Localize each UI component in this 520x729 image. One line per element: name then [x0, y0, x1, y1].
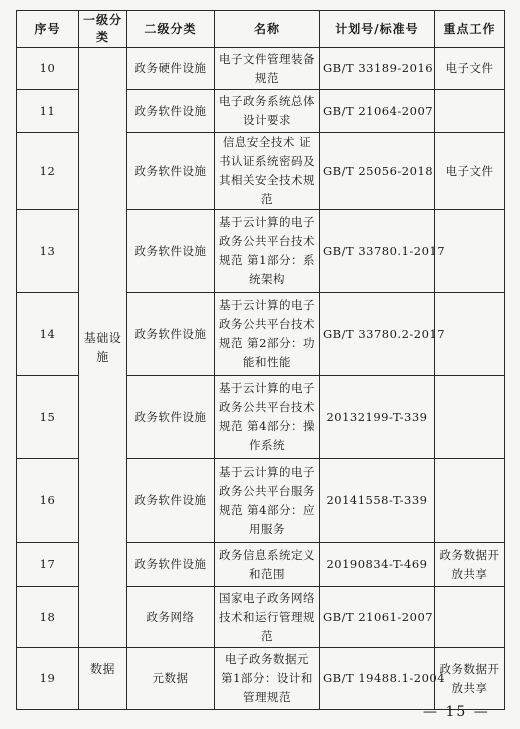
key-work: [435, 459, 505, 543]
row-number: 18: [17, 587, 79, 648]
row-number: 11: [17, 90, 79, 133]
key-work: [435, 210, 505, 293]
standard-name: 政务信息系统定义和范围: [215, 543, 320, 587]
standard-name: 基于云计算的电子政务公共平台服务规范 第4部分：应用服务: [215, 459, 320, 543]
standard-name: 基于云计算的电子政务公共平台技术规范 第1部分：系统架构: [215, 210, 320, 293]
key-work: 政务数据开放共享: [435, 543, 505, 587]
level1-category: 基础设施: [79, 48, 127, 648]
level2-category: 政务软件设施: [127, 543, 215, 587]
standard-code: GB/T 19488.1-2004: [320, 648, 435, 710]
standard-name: 电子政务数据元 第1部分：设计和管理规范: [215, 648, 320, 710]
standard-code: 20132199-T-339: [320, 376, 435, 459]
standards-table: [16, 10, 505, 710]
level2-category: 政务软件设施: [127, 210, 215, 293]
standard-code: GB/T 21061-2007: [320, 587, 435, 648]
standard-code: GB/T 25056-2018: [320, 133, 435, 210]
level2-category: 政务软件设施: [127, 90, 215, 133]
standard-name: 电子政务系统总体设计要求: [215, 90, 320, 133]
header-cell: 序号: [17, 11, 79, 48]
standard-name: 电子文件管理装备规范: [215, 48, 320, 90]
key-work: [435, 293, 505, 376]
standard-code: GB/T 33780.1-2017: [320, 210, 435, 293]
row-number: 13: [17, 210, 79, 293]
standard-code: 20141558-T-339: [320, 459, 435, 543]
row-number: 19: [17, 648, 79, 710]
key-work: 电子文件: [435, 48, 505, 90]
level2-category: 政务软件设施: [127, 459, 215, 543]
level2-category: 元数据: [127, 648, 215, 710]
level2-category: 政务软件设施: [127, 293, 215, 376]
level2-category: 政务硬件设施: [127, 48, 215, 90]
level2-category: 政务软件设施: [127, 133, 215, 210]
key-work: [435, 90, 505, 133]
row-number: 14: [17, 293, 79, 376]
level2-category: 政务网络: [127, 587, 215, 648]
standard-code: 20190834-T-469: [320, 543, 435, 587]
table-header-row: [17, 11, 505, 48]
row-number: 12: [17, 133, 79, 210]
standard-name: 信息安全技术 证书认证系统密码及其相关安全技术规范: [215, 133, 320, 210]
header-cell: 重点工作: [435, 11, 505, 48]
standard-name: 国家电子政务网络技术和运行管理规范: [215, 587, 320, 648]
key-work: [435, 587, 505, 648]
table-row: [17, 648, 505, 710]
key-work: [435, 376, 505, 459]
table-row: [17, 48, 505, 90]
row-number: 17: [17, 543, 79, 587]
header-cell: 计划号/标准号: [320, 11, 435, 48]
standard-code: GB/T 21064-2007: [320, 90, 435, 133]
standard-code: GB/T 33780.2-2017: [320, 293, 435, 376]
row-number: 16: [17, 459, 79, 543]
level2-category: 政务软件设施: [127, 376, 215, 459]
standard-code: GB/T 33189-2016: [320, 48, 435, 90]
key-work: 电子文件: [435, 133, 505, 210]
row-number: 10: [17, 48, 79, 90]
key-work: 政务数据开放共享: [435, 648, 505, 710]
standard-name: 基于云计算的电子政务公共平台技术规范 第4部分：操作系统: [215, 376, 320, 459]
header-cell: 一级分类: [79, 11, 127, 48]
level1-category: 数据: [79, 648, 127, 710]
standard-name: 基于云计算的电子政务公共平台技术规范 第2部分：功能和性能: [215, 293, 320, 376]
header-cell: 名称: [215, 11, 320, 48]
header-cell: 二级分类: [127, 11, 215, 48]
row-number: 15: [17, 376, 79, 459]
page-number: — 15 —: [423, 704, 490, 720]
